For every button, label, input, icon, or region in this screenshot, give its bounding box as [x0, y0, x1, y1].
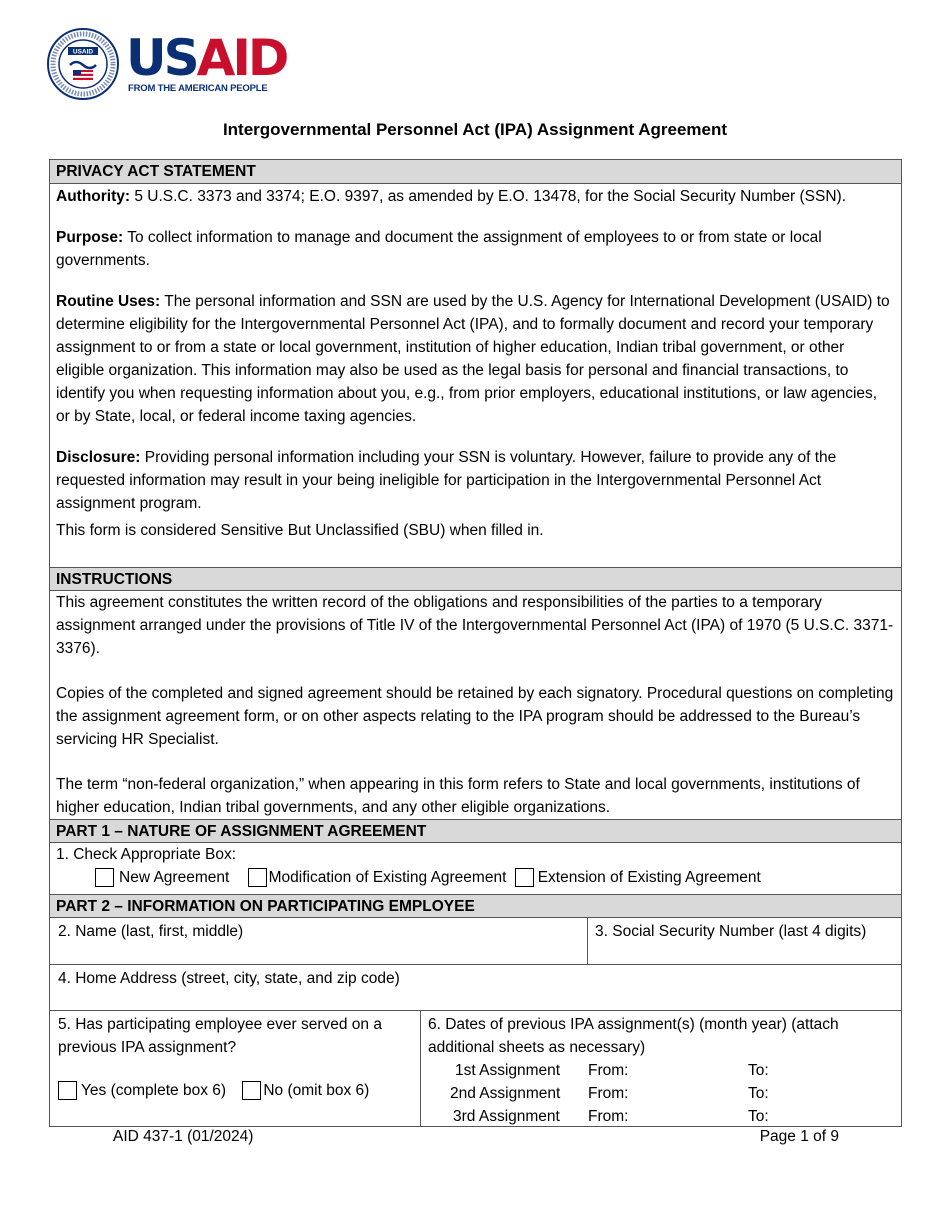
- usaid-wordmark: USAID: [126, 29, 287, 87]
- q4-address-field[interactable]: 4. Home Address (street, city, state, and zip code): [50, 964, 901, 1010]
- usaid-tagline: FROM THE AMERICAN PEOPLE: [128, 83, 268, 94]
- checkbox-modification[interactable]: [248, 868, 267, 887]
- checkbox-no[interactable]: [242, 1081, 261, 1100]
- part1-body: [50, 843, 901, 889]
- part2-header: PART 2 – INFORMATION ON PARTICIPATING EMPLOYEE: [50, 894, 901, 918]
- privacy-header: PRIVACY ACT STATEMENT: [50, 160, 901, 184]
- purpose-paragraph: Purpose: To collect information to manage and document the assignment of employees to or from state or local governments.: [56, 229, 822, 269]
- form-id: AID 437-1 (01/2024): [113, 1128, 254, 1145]
- q3-ssn-field[interactable]: 3. Social Security Number (last 4 digits): [595, 923, 867, 940]
- option-new-agreement[interactable]: New Agreement: [95, 869, 229, 886]
- q1-options: [56, 866, 895, 889]
- usaid-logo: [46, 27, 296, 105]
- checkbox-new-agreement[interactable]: [95, 868, 114, 887]
- instructions-p3: The term “non-federal organization,” when appearing in this form refers to State and local governments, institutions of higher education, Indian tribal governments, and any other eligible organizations.: [56, 776, 860, 816]
- part2-row-assignments: [50, 1010, 901, 1126]
- instructions-p1: This agreement constitutes the written record of the obligations and responsibilities of the parties to a temporary assignment arranged under the provisions of Title IV of the Intergovernmental Personnel Act (IPA) of 1970 (5 U.S.C. 3371-3376).: [56, 594, 894, 657]
- form-table: [49, 159, 902, 1127]
- checkbox-yes[interactable]: [58, 1081, 77, 1100]
- option-extension[interactable]: Extension of Existing Agreement: [515, 869, 761, 886]
- form-title: Intergovernmental Personnel Act (IPA) Assignment Agreement: [222, 120, 728, 139]
- assignment-row[interactable]: 3rd Assignment From: To:: [453, 1108, 769, 1125]
- disclosure-paragraph: Disclosure: Providing personal information including your SSN is voluntary. However, failure to provide any of the requested information may result in your being ineligible for participation in the Intergovernmental Personnel Act assignment program.: [56, 449, 837, 512]
- instructions-header: INSTRUCTIONS: [50, 567, 901, 591]
- q2-name-field[interactable]: 2. Name (last, first, middle): [58, 923, 244, 940]
- checkbox-extension[interactable]: [515, 868, 534, 887]
- assignment-row[interactable]: 1st Assignment From: To:: [455, 1062, 769, 1079]
- seal-banner: USAID: [72, 48, 94, 56]
- option-modification[interactable]: Modification of Existing Agreement: [248, 869, 507, 886]
- privacy-body: [50, 184, 901, 542]
- option-no[interactable]: No (omit box 6): [242, 1082, 369, 1099]
- q6-cell: [420, 1011, 901, 1130]
- q5-cell: [50, 1011, 420, 1104]
- page-number: Page 1 of 9: [759, 1128, 839, 1145]
- instructions-body: [50, 591, 901, 819]
- q5-options: [58, 1079, 412, 1102]
- routine-uses-paragraph: Routine Uses: The personal information and SSN are used by the U.S. Agency for International Development (USAID) to determine eligibility for the Intergovernmental Personnel Act (IPA), and to formally document and record your temporary assignment to or from a state or local government, institution of higher education, Indian tribal government, or other eligible organization. This information may also be used as the legal basis for personal and financial transactions, to identify you when requesting information about you, e.g., from prior employers, educational institutions, or law agencies, or by State, local, or federal income taxing agencies.: [56, 293, 890, 425]
- part1-header: PART 1 – NATURE OF ASSIGNMENT AGREEMENT: [50, 819, 901, 843]
- option-yes[interactable]: Yes (complete box 6): [58, 1082, 226, 1099]
- part2-row-name: [50, 918, 901, 964]
- assignment-row[interactable]: 2nd Assignment From: To:: [450, 1085, 769, 1102]
- q1-label: 1. Check Appropriate Box:: [56, 846, 237, 863]
- sbu-note: This form is considered Sensitive But Unclassified (SBU) when filled in.: [56, 522, 544, 539]
- q5-label: 5. Has participating employee ever served on a previous IPA assignment?: [58, 1016, 382, 1056]
- q6-label: 6. Dates of previous IPA assignment(s) (month year) (attach additional sheets as necessary): [428, 1016, 839, 1056]
- instructions-p2: Copies of the completed and signed agreement should be retained by each signatory. Procedural questions on completing the assignment agreement form, or on other aspects relating to the IPA program should be addressed to the Bureau’s servicing HR Specialist.: [56, 685, 894, 748]
- usaid-seal-icon: [46, 27, 120, 101]
- authority-paragraph: Authority: 5 U.S.C. 3373 and 3374; E.O. 9397, as amended by E.O. 13478, for the Social Security Number (SSN).: [56, 188, 847, 205]
